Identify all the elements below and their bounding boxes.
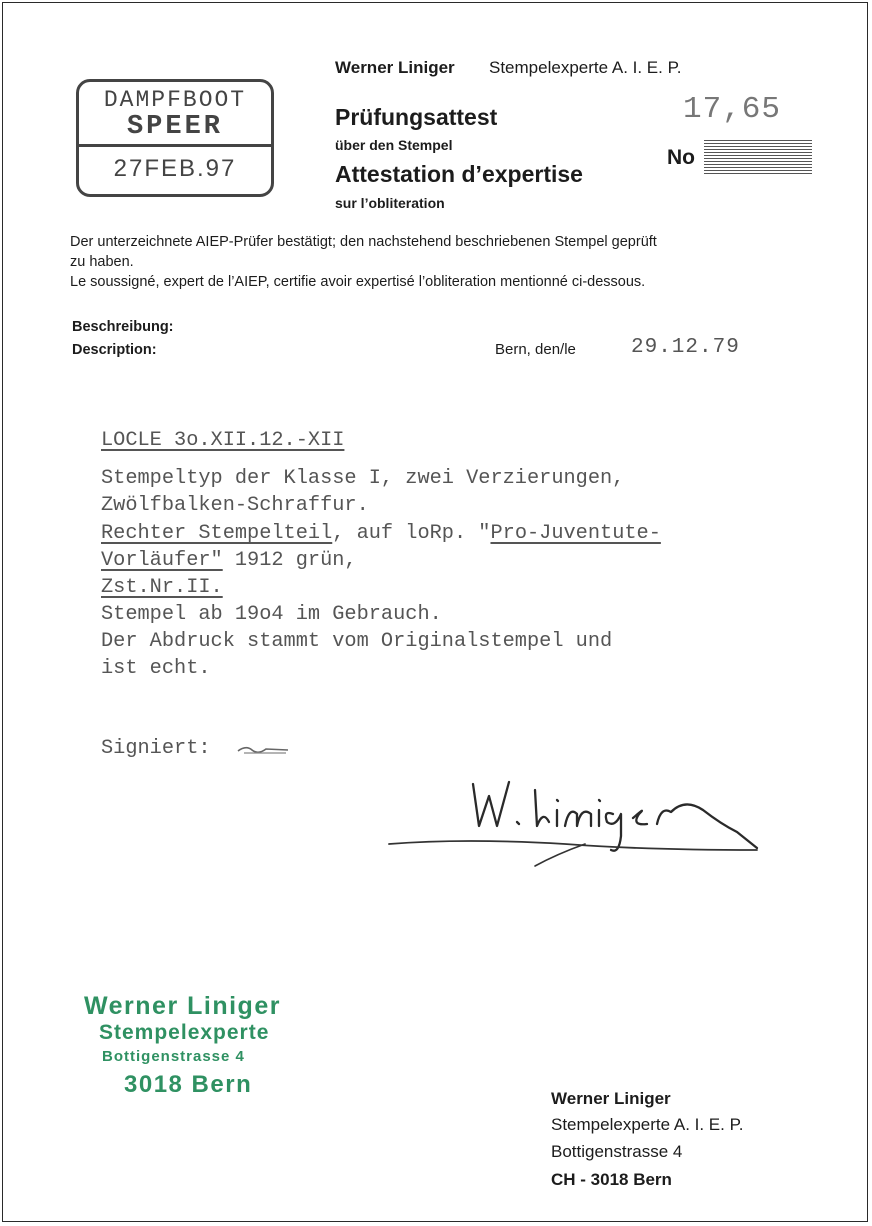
signiert-mark-icon	[236, 741, 292, 757]
place-label: Bern, den/le	[495, 341, 576, 358]
intro-german-line1: Der unterzeichnete AIEP-Prüfer bestätigt; den nachstehend beschriebenen Stempel geprüft	[70, 234, 657, 250]
signature-icon	[385, 770, 775, 870]
label-beschreibung: Beschreibung:	[72, 319, 174, 335]
address-name: Werner Liniger	[551, 1089, 671, 1108]
body-line-2: Zwölfbalken-Schraffur.	[101, 494, 369, 517]
body-line-8: ist echt.	[101, 657, 211, 680]
locle-underlined: LOCLE 3o.XII.12.-XII	[101, 429, 345, 452]
body-line-4	[101, 549, 357, 573]
body-line-locle	[101, 429, 344, 453]
green-stamp-name: Werner Liniger	[84, 992, 281, 1020]
body-line-6: Stempel ab 19o4 im Gebrauch.	[101, 603, 442, 626]
body-line-5-underlined: Zst.Nr.II.	[101, 576, 223, 599]
intro-french: Le soussigné, expert de l’AIEP, certifie avoir expertisé l’obliteration mentionné ci-dessous.	[70, 274, 646, 290]
address-title: Stempelexperte A. I. E. P.	[551, 1115, 744, 1134]
address-city: CH - 3018 Bern	[551, 1170, 672, 1189]
certificate-serial-number: 17,65	[683, 92, 782, 127]
stamp-date: 27FEB.97	[113, 155, 237, 182]
number-label: No	[667, 146, 695, 169]
header-expert-title: Stempelexperte A. I. E. P.	[489, 58, 682, 77]
subtitle-german: über den Stempel	[335, 137, 453, 153]
number-field-lines	[704, 140, 812, 176]
body-line-7: Der Abdruck stammt vom Originalstempel und	[101, 630, 613, 653]
cancellation-stamp	[76, 79, 274, 197]
signed-label: Signiert:	[101, 737, 211, 760]
body-line-5	[101, 576, 223, 600]
body-line-3	[101, 522, 661, 546]
body-line-3-underlined-a: Rechter Stempelteil	[101, 522, 333, 545]
green-stamp-city: 3018 Bern	[124, 1071, 253, 1098]
green-stamp-title: Stempelexperte	[99, 1021, 270, 1044]
title-french: Attestation d’expertise	[335, 161, 583, 187]
address-street: Bottigenstrasse 4	[551, 1142, 683, 1161]
body-line-3-middle: , auf loRp. "	[332, 522, 491, 545]
green-stamp-street: Bottigenstrasse 4	[102, 1048, 245, 1065]
header-expert-name: Werner Liniger	[335, 58, 455, 77]
title-german: Prüfungsattest	[335, 104, 498, 130]
body-line-1: Stempeltyp der Klasse I, zwei Verzierungen,	[101, 467, 625, 490]
body-line-4-rest: 1912 grün,	[222, 549, 357, 572]
stamp-line-speer: SPEER	[126, 112, 223, 142]
stamp-divider	[79, 144, 271, 147]
intro-german-line2: zu haben.	[70, 254, 134, 270]
subtitle-french: sur l’obliteration	[335, 195, 445, 211]
body-line-4-underlined: Vorläufer"	[101, 549, 223, 572]
certificate-date: 29.12.79	[631, 336, 740, 359]
stamp-line-dampfboot: DAMPFBOOT	[103, 87, 247, 113]
label-description: Description:	[72, 342, 157, 358]
body-line-3-underlined-b: Pro-Juventute-	[490, 522, 661, 545]
